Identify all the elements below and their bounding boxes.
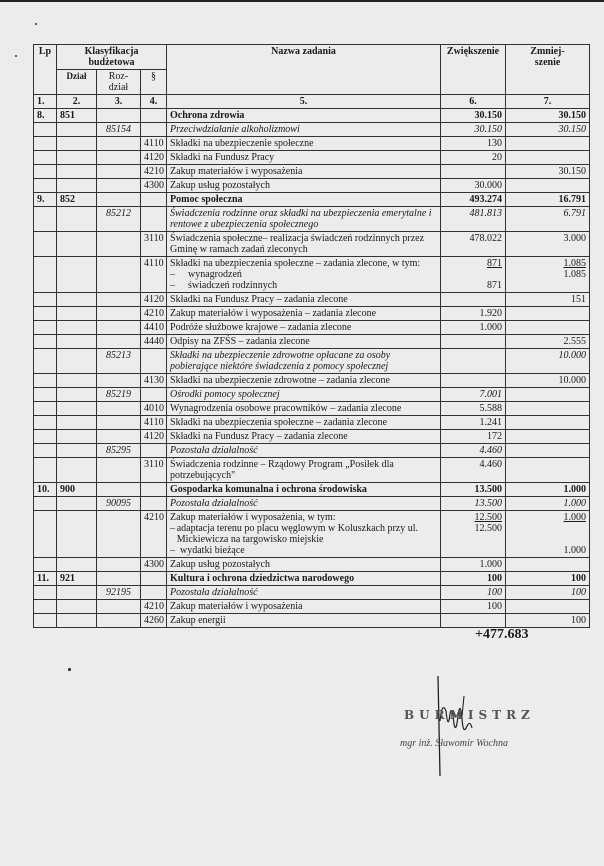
cell-dzial bbox=[57, 293, 97, 307]
cell-rozdzial bbox=[97, 483, 141, 497]
cell-paragraf: 4010 bbox=[141, 402, 167, 416]
cell-zwiekszenie: 100 bbox=[441, 600, 506, 614]
table-row-par bbox=[34, 402, 590, 416]
cell-nazwa: Podróże służbowe krajowe – zadania zlecone bbox=[167, 321, 441, 335]
cell-nazwa: Składki na ubezpieczenie społeczne bbox=[167, 137, 441, 151]
table-row-rozdzial bbox=[34, 586, 590, 600]
cell-zmniejszenie: 1.000 bbox=[506, 497, 590, 511]
cell-dzial bbox=[57, 335, 97, 349]
cell-nazwa: Kultura i ochrona dziedzictwa narodowego bbox=[167, 572, 441, 586]
cell-dzial bbox=[57, 511, 97, 558]
cell-rozdzial bbox=[97, 165, 141, 179]
cell-nazwa: Składki na ubezpieczenie zdrowotne – zadania zlecone bbox=[167, 374, 441, 388]
cell-paragraf bbox=[141, 123, 167, 137]
header-zmniejszenie: Zmniej- szenie bbox=[506, 45, 590, 95]
cell-dzial bbox=[57, 444, 97, 458]
cell-zwiekszenie: 100 bbox=[441, 586, 506, 600]
header-nazwa: Nazwa zadania bbox=[167, 45, 441, 95]
cell-rozdzial bbox=[97, 137, 141, 151]
header-dzial: Dział bbox=[57, 70, 97, 95]
dash-bullet-icon: – bbox=[170, 269, 176, 280]
cell-lp bbox=[34, 307, 57, 321]
table-row-rozdzial bbox=[34, 388, 590, 402]
cell-rozdzial bbox=[97, 614, 141, 628]
cell-zmniejszenie bbox=[506, 402, 590, 416]
cell-lp bbox=[34, 151, 57, 165]
dash-bullet-icon: – bbox=[170, 280, 176, 291]
cell-zwiekszenie: 30.000 bbox=[441, 179, 506, 193]
cell-lp bbox=[34, 416, 57, 430]
table-row-par bbox=[34, 321, 590, 335]
header-klasyfikacja: Klasyfikacja budżetowa bbox=[57, 45, 167, 70]
cell-lp bbox=[34, 349, 57, 374]
cell-rozdzial: 85219 bbox=[97, 388, 141, 402]
cell-lp bbox=[34, 614, 57, 628]
cell-lp bbox=[34, 600, 57, 614]
cell-paragraf: 4210 bbox=[141, 511, 167, 558]
cell-lp bbox=[34, 321, 57, 335]
amount-detail bbox=[444, 545, 502, 556]
nazwa-main: Składki na ubezpieczenia społeczne – zadania zlecone, w tym: bbox=[170, 258, 421, 269]
table-row-par bbox=[34, 458, 590, 483]
cell-nazwa: Składki na Fundusz Pracy – zadania zlecone bbox=[167, 430, 441, 444]
table-row-par bbox=[34, 558, 590, 572]
cell-lp bbox=[34, 232, 57, 257]
cell-zwiekszenie: 1.000 bbox=[441, 558, 506, 572]
budget-changes-table bbox=[33, 44, 590, 628]
cell-zmniejszenie bbox=[506, 257, 590, 293]
cell-rozdzial bbox=[97, 307, 141, 321]
scan-speck bbox=[15, 55, 17, 57]
cell-rozdzial bbox=[97, 402, 141, 416]
cell-paragraf: 4300 bbox=[141, 558, 167, 572]
col-num: 1. bbox=[34, 95, 57, 109]
cell-nazwa: Świadczenia rodzinne oraz składki na ubezpieczenia emerytalne i rentowe z ubezpieczenia społecznego bbox=[167, 207, 441, 232]
header-row bbox=[34, 45, 590, 70]
col-num: 6. bbox=[441, 95, 506, 109]
cell-dzial bbox=[57, 257, 97, 293]
cell-rozdzial: 85154 bbox=[97, 123, 141, 137]
cell-lp bbox=[34, 586, 57, 600]
table-body bbox=[34, 109, 590, 628]
cell-dzial bbox=[57, 416, 97, 430]
detail-label: adaptacja terenu po placu węglowym w Koluszkach przy ul. Mickiewicza na targowisko miejskie bbox=[176, 523, 418, 545]
cell-rozdzial bbox=[97, 179, 141, 193]
cell-paragraf: 4110 bbox=[141, 416, 167, 430]
cell-lp bbox=[34, 165, 57, 179]
cell-dzial bbox=[57, 307, 97, 321]
dash-bullet-icon: – bbox=[170, 523, 176, 534]
table-row-par bbox=[34, 307, 590, 321]
cell-nazwa: Pozostała działalność bbox=[167, 497, 441, 511]
cell-nazwa: Zakup materiałów i wyposażenia bbox=[167, 165, 441, 179]
cell-zmniejszenie: 30.150 bbox=[506, 109, 590, 123]
cell-nazwa: Zakup materiałów i wyposażenia bbox=[167, 600, 441, 614]
cell-nazwa: Składki na Fundusz Pracy bbox=[167, 151, 441, 165]
cell-rozdzial bbox=[97, 600, 141, 614]
cell-nazwa: Gospodarka komunalna i ochrona środowiska bbox=[167, 483, 441, 497]
cell-rozdzial bbox=[97, 430, 141, 444]
cell-dzial bbox=[57, 123, 97, 137]
detail-label: wynagrodzeń bbox=[188, 269, 242, 280]
cell-zwiekszenie bbox=[441, 165, 506, 179]
table-row-par bbox=[34, 151, 590, 165]
scan-speck bbox=[35, 23, 37, 25]
cell-rozdzial bbox=[97, 572, 141, 586]
amount-total: 12.500 bbox=[474, 512, 503, 523]
cell-rozdzial: 92195 bbox=[97, 586, 141, 600]
table-row-rozdzial bbox=[34, 349, 590, 374]
cell-zmniejszenie: 30.150 bbox=[506, 165, 590, 179]
cell-nazwa: Wynagrodzenia osobowe pracowników – zadania zlecone bbox=[167, 402, 441, 416]
cell-zwiekszenie: 4.460 bbox=[441, 458, 506, 483]
cell-dzial bbox=[57, 321, 97, 335]
cell-rozdzial bbox=[97, 109, 141, 123]
cell-zwiekszenie: 13.500 bbox=[441, 497, 506, 511]
cell-zmniejszenie: 100 bbox=[506, 586, 590, 600]
cell-zwiekszenie: 100 bbox=[441, 572, 506, 586]
detail-label: wydatki bieżące bbox=[180, 545, 245, 556]
cell-dzial bbox=[57, 614, 97, 628]
cell-paragraf: 4110 bbox=[141, 137, 167, 151]
amount-detail bbox=[509, 280, 586, 291]
cell-lp: 10. bbox=[34, 483, 57, 497]
cell-lp bbox=[34, 207, 57, 232]
cell-rozdzial: 85295 bbox=[97, 444, 141, 458]
cell-dzial bbox=[57, 349, 97, 374]
cell-zmniejszenie bbox=[506, 558, 590, 572]
cell-lp bbox=[34, 257, 57, 293]
cell-lp bbox=[34, 430, 57, 444]
cell-zmniejszenie: 16.791 bbox=[506, 193, 590, 207]
cell-lp bbox=[34, 335, 57, 349]
table-row-dzial bbox=[34, 483, 590, 497]
col-num: 2. bbox=[57, 95, 97, 109]
cell-zmniejszenie: 1.000 bbox=[506, 483, 590, 497]
table-row-dzial bbox=[34, 109, 590, 123]
cell-zmniejszenie bbox=[506, 388, 590, 402]
column-number-row bbox=[34, 95, 590, 109]
amount-detail: 12.500 bbox=[474, 523, 503, 534]
cell-nazwa: Świadczenia społeczne– realizacja świadczeń rodzinnych przez Gminę w ramach zadań zleconych bbox=[167, 232, 441, 257]
table-row-par bbox=[34, 430, 590, 444]
cell-nazwa: Zakup materiałów i wyposażenia – zadania zlecone bbox=[167, 307, 441, 321]
cell-zwiekszenie: 1.000 bbox=[441, 321, 506, 335]
cell-paragraf bbox=[141, 497, 167, 511]
amount-detail: 1.000 bbox=[563, 545, 587, 556]
cell-nazwa: Składki na ubezpieczenia społeczne – zadania zlecone bbox=[167, 416, 441, 430]
cell-nazwa: Świadczenia rodzinne – Rządowy Program „Posiłek dla potrzebujących" bbox=[167, 458, 441, 483]
cell-lp: 8. bbox=[34, 109, 57, 123]
cell-zmniejszenie bbox=[506, 458, 590, 483]
cell-zwiekszenie: 7.001 bbox=[441, 388, 506, 402]
detail-label: świadczeń rodzinnych bbox=[188, 280, 278, 291]
cell-rozdzial bbox=[97, 416, 141, 430]
table-row-par bbox=[34, 165, 590, 179]
cell-zwiekszenie: 30.150 bbox=[441, 123, 506, 137]
cell-nazwa bbox=[167, 511, 441, 558]
cell-lp: 9. bbox=[34, 193, 57, 207]
cell-paragraf: 3110 bbox=[141, 232, 167, 257]
cell-rozdzial bbox=[97, 193, 141, 207]
cell-nazwa: Składki na Fundusz Pracy – zadania zlecone bbox=[167, 293, 441, 307]
cell-zmniejszenie bbox=[506, 444, 590, 458]
table-row-dzial bbox=[34, 193, 590, 207]
cell-zwiekszenie bbox=[441, 293, 506, 307]
cell-lp bbox=[34, 374, 57, 388]
cell-dzial: 851 bbox=[57, 109, 97, 123]
total-change: +477.683 bbox=[475, 627, 529, 642]
cell-zwiekszenie: 481.813 bbox=[441, 207, 506, 232]
table-row-par bbox=[34, 416, 590, 430]
cell-zwiekszenie bbox=[441, 257, 506, 293]
cell-paragraf: 4120 bbox=[141, 430, 167, 444]
amount-total: 1.000 bbox=[563, 512, 587, 523]
table-row-par-detail2 bbox=[34, 511, 590, 558]
cell-nazwa: Zakup energii bbox=[167, 614, 441, 628]
cell-dzial bbox=[57, 497, 97, 511]
table-row-rozdzial bbox=[34, 207, 590, 232]
cell-paragraf: 3110 bbox=[141, 458, 167, 483]
scan-top-edge bbox=[0, 0, 604, 2]
cell-dzial bbox=[57, 165, 97, 179]
cell-dzial bbox=[57, 402, 97, 416]
cell-rozdzial bbox=[97, 257, 141, 293]
cell-rozdzial bbox=[97, 374, 141, 388]
cell-nazwa: Ochrona zdrowia bbox=[167, 109, 441, 123]
cell-nazwa: Odpisy na ZFŚS – zadania zlecone bbox=[167, 335, 441, 349]
cell-rozdzial bbox=[97, 321, 141, 335]
cell-zmniejszenie: 3.000 bbox=[506, 232, 590, 257]
cell-dzial bbox=[57, 137, 97, 151]
cell-paragraf bbox=[141, 586, 167, 600]
cell-paragraf: 4120 bbox=[141, 151, 167, 165]
cell-zwiekszenie: 478.022 bbox=[441, 232, 506, 257]
cell-lp: 11. bbox=[34, 572, 57, 586]
cell-paragraf: 4210 bbox=[141, 600, 167, 614]
header-paragraf: § bbox=[141, 70, 167, 95]
cell-paragraf bbox=[141, 109, 167, 123]
cell-paragraf: 4130 bbox=[141, 374, 167, 388]
nazwa-detail-item bbox=[170, 269, 437, 280]
amount-detail: 871 bbox=[487, 280, 503, 291]
cell-paragraf bbox=[141, 444, 167, 458]
cell-paragraf bbox=[141, 207, 167, 232]
cell-zwiekszenie bbox=[441, 511, 506, 558]
cell-paragraf: 4260 bbox=[141, 614, 167, 628]
cell-zmniejszenie: 2.555 bbox=[506, 335, 590, 349]
cell-nazwa: Pozostała działalność bbox=[167, 444, 441, 458]
cell-zwiekszenie: 13.500 bbox=[441, 483, 506, 497]
cell-paragraf bbox=[141, 483, 167, 497]
cell-zwiekszenie bbox=[441, 614, 506, 628]
table-row-par bbox=[34, 179, 590, 193]
col-num: 5. bbox=[167, 95, 441, 109]
cell-dzial bbox=[57, 207, 97, 232]
cell-lp bbox=[34, 458, 57, 483]
table-row-par bbox=[34, 374, 590, 388]
cell-dzial bbox=[57, 374, 97, 388]
table-row-par bbox=[34, 600, 590, 614]
cell-lp bbox=[34, 402, 57, 416]
cell-paragraf bbox=[141, 572, 167, 586]
cell-lp bbox=[34, 388, 57, 402]
cell-nazwa: Pomoc społeczna bbox=[167, 193, 441, 207]
cell-dzial bbox=[57, 179, 97, 193]
nazwa-main: Zakup materiałów i wyposażenia, w tym: bbox=[170, 512, 336, 523]
table-row-par-detail bbox=[34, 257, 590, 293]
cell-dzial bbox=[57, 558, 97, 572]
cell-zwiekszenie: 20 bbox=[441, 151, 506, 165]
table-row-rozdzial bbox=[34, 497, 590, 511]
cell-paragraf: 4110 bbox=[141, 257, 167, 293]
amount-detail bbox=[509, 523, 586, 545]
cell-zmniejszenie bbox=[506, 307, 590, 321]
cell-zmniejszenie: 10.000 bbox=[506, 349, 590, 374]
handwritten-signature-icon bbox=[432, 676, 492, 776]
cell-dzial bbox=[57, 600, 97, 614]
cell-zwiekszenie bbox=[441, 374, 506, 388]
cell-paragraf: 4210 bbox=[141, 165, 167, 179]
col-num: 4. bbox=[141, 95, 167, 109]
cell-nazwa: Pozostała działalność bbox=[167, 586, 441, 600]
cell-paragraf: 4410 bbox=[141, 321, 167, 335]
cell-paragraf bbox=[141, 193, 167, 207]
cell-zwiekszenie: 30.150 bbox=[441, 109, 506, 123]
cell-zmniejszenie bbox=[506, 137, 590, 151]
cell-rozdzial bbox=[97, 511, 141, 558]
cell-rozdzial: 85213 bbox=[97, 349, 141, 374]
cell-dzial bbox=[57, 586, 97, 600]
cell-lp bbox=[34, 179, 57, 193]
cell-paragraf bbox=[141, 388, 167, 402]
cell-dzial bbox=[57, 232, 97, 257]
cell-zmniejszenie bbox=[506, 321, 590, 335]
cell-zwiekszenie: 1.920 bbox=[441, 307, 506, 321]
cell-lp bbox=[34, 558, 57, 572]
cell-zwiekszenie bbox=[441, 349, 506, 374]
nazwa-detail-item bbox=[170, 523, 437, 545]
cell-zwiekszenie: 172 bbox=[441, 430, 506, 444]
cell-zmniejszenie: 100 bbox=[506, 614, 590, 628]
cell-zmniejszenie: 6.791 bbox=[506, 207, 590, 232]
cell-dzial: 921 bbox=[57, 572, 97, 586]
cell-nazwa: Zakup usług pozostałych bbox=[167, 558, 441, 572]
cell-lp bbox=[34, 444, 57, 458]
cell-rozdzial: 85212 bbox=[97, 207, 141, 232]
cell-zmniejszenie: 30.150 bbox=[506, 123, 590, 137]
scan-speck bbox=[68, 668, 71, 671]
cell-nazwa bbox=[167, 257, 441, 293]
amount-total: 871 bbox=[487, 258, 503, 269]
cell-zwiekszenie: 5.588 bbox=[441, 402, 506, 416]
table-row-par bbox=[34, 614, 590, 628]
cell-paragraf: 4120 bbox=[141, 293, 167, 307]
cell-lp bbox=[34, 123, 57, 137]
cell-nazwa: Ośrodki pomocy społecznej bbox=[167, 388, 441, 402]
cell-rozdzial: 90095 bbox=[97, 497, 141, 511]
cell-lp bbox=[34, 511, 57, 558]
signature-title: BURMISTRZ bbox=[404, 708, 535, 722]
cell-dzial bbox=[57, 151, 97, 165]
cell-nazwa: Składki na ubezpieczenie zdrowotne opłacane za osoby pobierające niektóre świadczenia z pomocy społecznej bbox=[167, 349, 441, 374]
cell-zwiekszenie: 4.460 bbox=[441, 444, 506, 458]
nazwa-detail-item bbox=[170, 545, 437, 556]
cell-zmniejszenie bbox=[506, 179, 590, 193]
cell-paragraf: 4210 bbox=[141, 307, 167, 321]
cell-zmniejszenie bbox=[506, 430, 590, 444]
amount-total: 1.085 bbox=[563, 258, 587, 269]
cell-paragraf: 4300 bbox=[141, 179, 167, 193]
cell-rozdzial bbox=[97, 558, 141, 572]
cell-zmniejszenie: 10.000 bbox=[506, 374, 590, 388]
table-row-par bbox=[34, 335, 590, 349]
cell-rozdzial bbox=[97, 151, 141, 165]
cell-zmniejszenie bbox=[506, 416, 590, 430]
header-rozdzial: Roz- dział bbox=[97, 70, 141, 95]
cell-rozdzial bbox=[97, 458, 141, 483]
cell-lp bbox=[34, 497, 57, 511]
table-row-par bbox=[34, 137, 590, 151]
cell-zmniejszenie bbox=[506, 151, 590, 165]
table-row-dzial bbox=[34, 572, 590, 586]
cell-dzial: 852 bbox=[57, 193, 97, 207]
cell-nazwa: Zakup usług pozostałych bbox=[167, 179, 441, 193]
col-num: 7. bbox=[506, 95, 590, 109]
cell-zwiekszenie: 130 bbox=[441, 137, 506, 151]
col-num: 3. bbox=[97, 95, 141, 109]
signature-name: mgr inż. Sławomir Wochna bbox=[400, 738, 508, 749]
table-row-rozdzial bbox=[34, 444, 590, 458]
cell-zmniejszenie bbox=[506, 600, 590, 614]
cell-zmniejszenie: 100 bbox=[506, 572, 590, 586]
cell-dzial bbox=[57, 388, 97, 402]
cell-paragraf bbox=[141, 349, 167, 374]
cell-nazwa: Przeciwdziałanie alkoholizmowi bbox=[167, 123, 441, 137]
cell-rozdzial bbox=[97, 232, 141, 257]
cell-dzial: 900 bbox=[57, 483, 97, 497]
cell-zwiekszenie: 493.274 bbox=[441, 193, 506, 207]
cell-lp bbox=[34, 293, 57, 307]
nazwa-detail-item bbox=[170, 280, 437, 291]
table-row-par bbox=[34, 232, 590, 257]
cell-zwiekszenie: 1.241 bbox=[441, 416, 506, 430]
table-row-rozdzial bbox=[34, 123, 590, 137]
cell-dzial bbox=[57, 458, 97, 483]
table-row-par bbox=[34, 293, 590, 307]
cell-zmniejszenie: 151 bbox=[506, 293, 590, 307]
header-lp: Lp bbox=[34, 45, 57, 95]
cell-rozdzial bbox=[97, 335, 141, 349]
cell-zwiekszenie bbox=[441, 335, 506, 349]
dash-bullet-icon: – bbox=[170, 545, 176, 556]
cell-rozdzial bbox=[97, 293, 141, 307]
cell-dzial bbox=[57, 430, 97, 444]
cell-zmniejszenie bbox=[506, 511, 590, 558]
cell-paragraf: 4440 bbox=[141, 335, 167, 349]
amount-detail bbox=[444, 269, 502, 280]
header-zwiekszenie: Zwiększenie bbox=[441, 45, 506, 95]
cell-lp bbox=[34, 137, 57, 151]
amount-detail: 1.085 bbox=[563, 269, 587, 280]
